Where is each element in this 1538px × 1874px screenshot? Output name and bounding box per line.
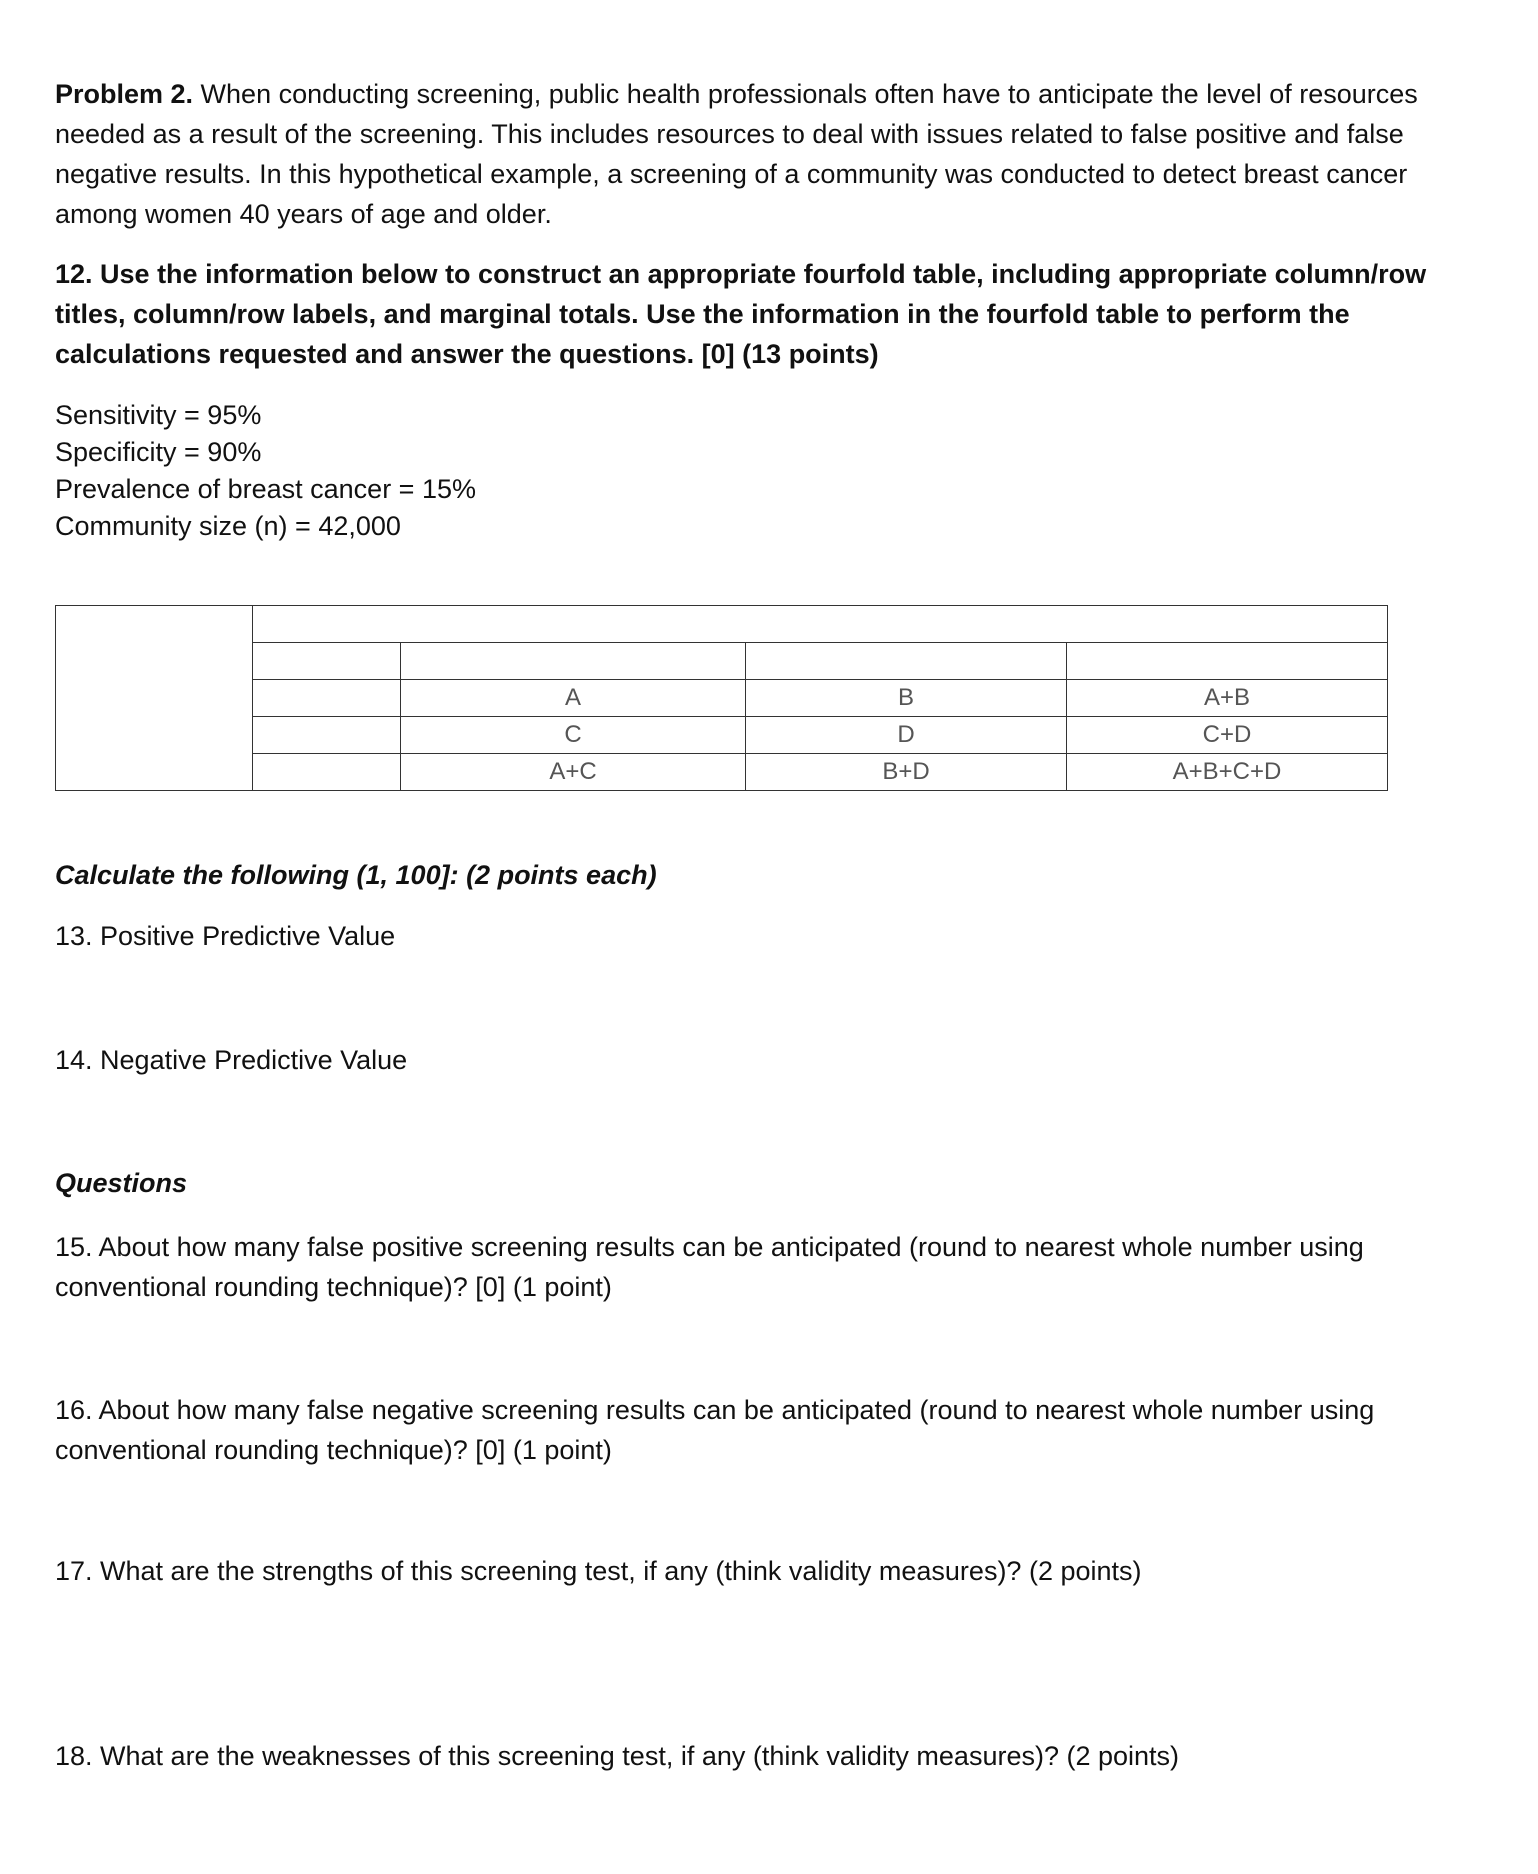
cell-b[interactable]: B bbox=[746, 680, 1067, 717]
cell-c-plus-d[interactable]: C+D bbox=[1067, 717, 1388, 754]
question-15: 15. About how many false positive screening results can be anticipated (round to nearest whole number using conventional rounding technique)? [0] (1 point) bbox=[55, 1232, 1364, 1302]
question-14: 14. Negative Predictive Value bbox=[55, 1045, 408, 1075]
table-total-row bbox=[56, 754, 1388, 791]
cell-b-plus-d[interactable]: B+D bbox=[746, 754, 1067, 791]
table-header-row bbox=[56, 643, 1388, 680]
cell-c[interactable]: C bbox=[401, 717, 746, 754]
given-specificity: Specificity = 90% bbox=[55, 437, 262, 467]
column-label-1-cell[interactable] bbox=[401, 643, 746, 680]
table-row bbox=[56, 717, 1388, 754]
cell-a-plus-c[interactable]: A+C bbox=[401, 754, 746, 791]
cell-grand-total[interactable]: A+B+C+D bbox=[1067, 754, 1388, 791]
cell-a-plus-b[interactable]: A+B bbox=[1067, 680, 1388, 717]
row-total-label-cell[interactable] bbox=[253, 754, 401, 791]
question-12: 12. Use the information below to construct an appropriate fourfold table, including appropriate column/row titles, column/row labels, and marginal totals. Use the information in the fourfold table to perform the calculations requested and answer the questions. [0] (13 points) bbox=[55, 259, 1427, 369]
calculate-heading: Calculate the following (1, 100]: (2 points each) bbox=[55, 860, 657, 890]
table-row bbox=[56, 680, 1388, 717]
question-17: 17. What are the strengths of this screening test, if any (think validity measures)? (2 points) bbox=[55, 1556, 1142, 1586]
column-label-2-cell[interactable] bbox=[746, 643, 1067, 680]
question-16: 16. About how many false negative screening results can be anticipated (round to nearest whole number using conventional rounding technique)? [0] (1 point) bbox=[55, 1395, 1375, 1465]
row-title-cell[interactable] bbox=[56, 606, 253, 791]
header-blank-cell[interactable] bbox=[253, 643, 401, 680]
given-sensitivity: Sensitivity = 95% bbox=[55, 400, 262, 430]
questions-heading: Questions bbox=[55, 1168, 188, 1198]
problem-heading: Problem 2. bbox=[55, 79, 194, 109]
column-title-cell[interactable] bbox=[253, 606, 1388, 643]
fourfold-table bbox=[55, 605, 1388, 791]
table-title-row bbox=[56, 606, 1388, 643]
row-label-1-cell[interactable] bbox=[253, 680, 401, 717]
row-label-2-cell[interactable] bbox=[253, 717, 401, 754]
cell-a[interactable]: A bbox=[401, 680, 746, 717]
question-13: 13. Positive Predictive Value bbox=[55, 921, 396, 951]
given-values bbox=[55, 397, 476, 545]
question-18: 18. What are the weaknesses of this screening test, if any (think validity measures)? (2 points) bbox=[55, 1741, 1180, 1771]
cell-d[interactable]: D bbox=[746, 717, 1067, 754]
column-total-label-cell[interactable] bbox=[1067, 643, 1388, 680]
problem-intro bbox=[55, 74, 1485, 234]
problem-intro-text: When conducting screening, public health professionals often have to anticipate the level of resources needed as a result of the screening. This includes resources to deal with issues related to false positive and false negative results. In this hypothetical example, a screening of a community was conducted to detect breast cancer among women 40 years of age and older. bbox=[55, 79, 1418, 229]
given-community-size: Community size (n) = 42,000 bbox=[55, 511, 401, 541]
given-prevalence: Prevalence of breast cancer = 15% bbox=[55, 474, 476, 504]
